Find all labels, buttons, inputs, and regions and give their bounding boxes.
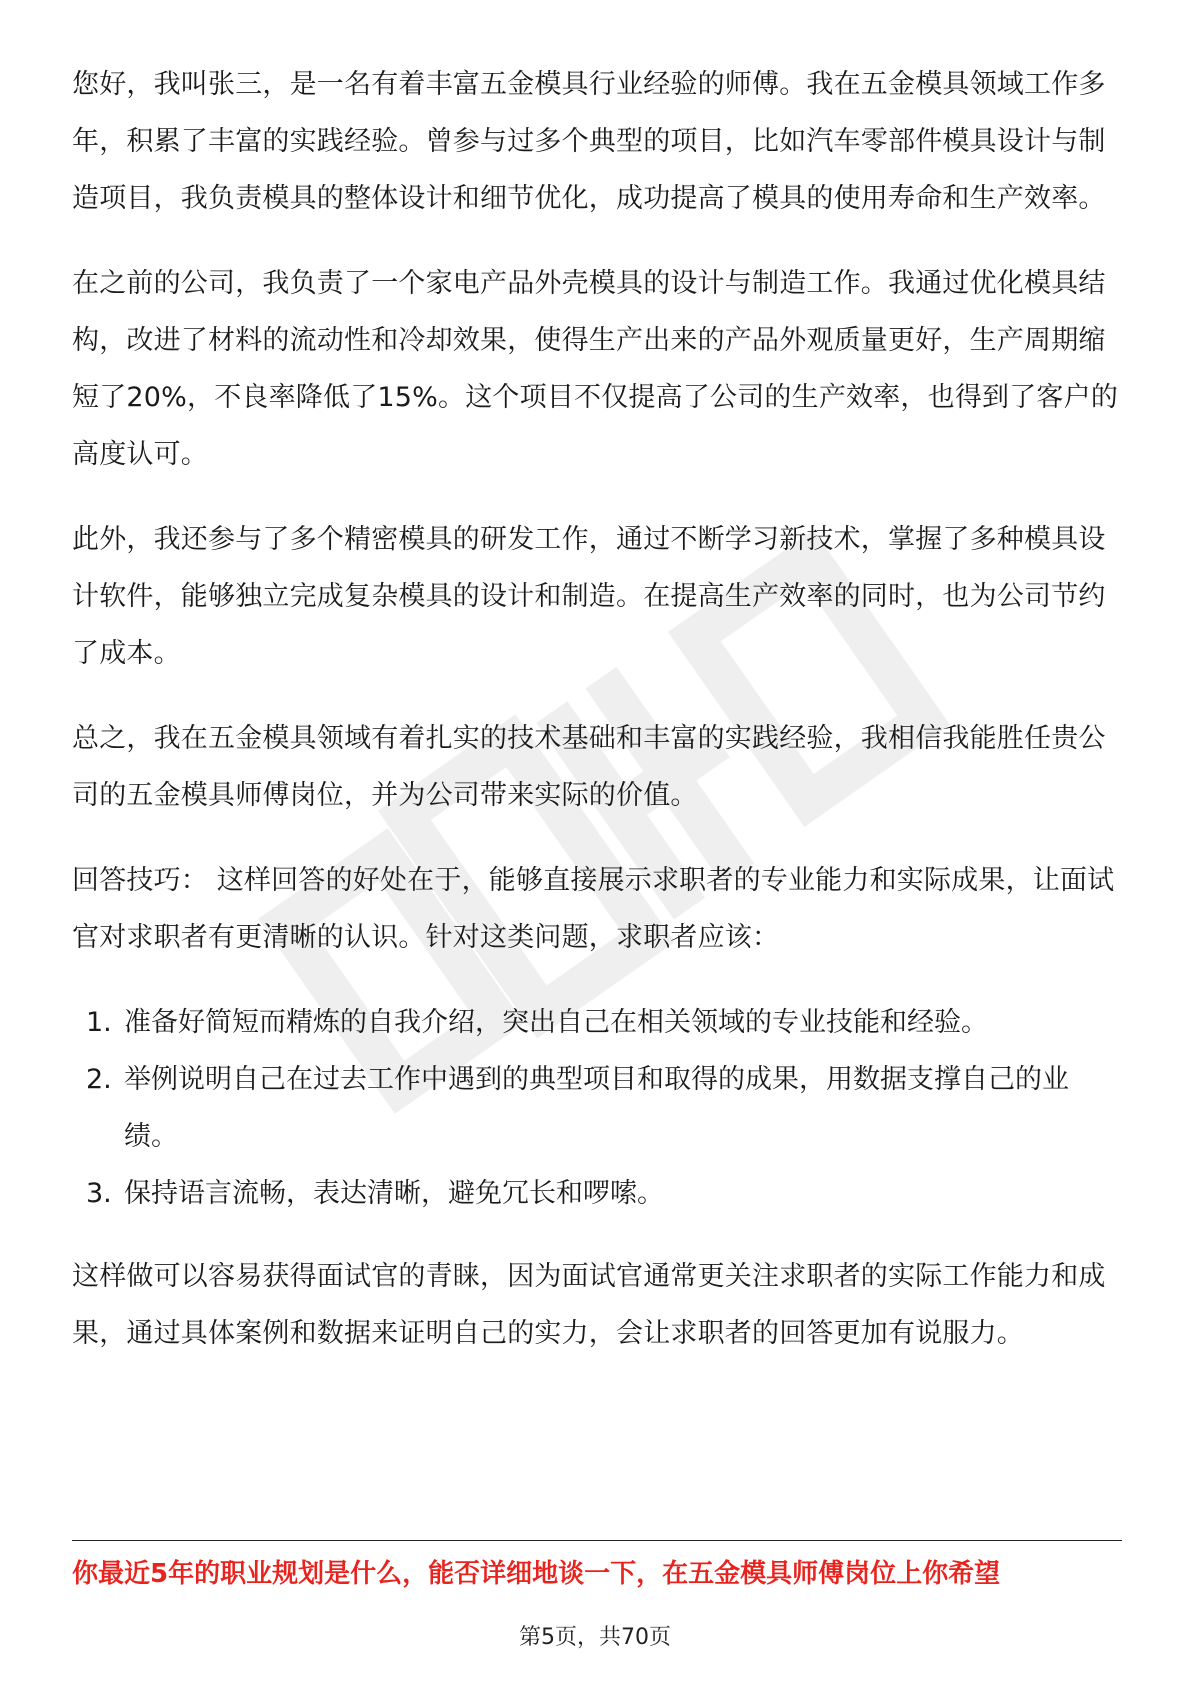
tips-list [72,994,1122,1222]
list-item-text: 举例说明自己在过去工作中遇到的典型项目和取得的成果，用数据支撑自己的业绩。 [124,1064,1069,1152]
answer-paragraph-2: 在之前的公司，我负责了一个家电产品外壳模具的设计与制造工作。我通过优化模具结构，改进了材料的流动性和冷却效果，使得生产出来的产品外观质量更好，生产周期缩短了20%，不良率降低了15%。这个项目不仅提高了公司的生产效率，也得到了客户的高度认可。 [72,268,1119,470]
answer-paragraph-3: 此外，我还参与了多个精密模具的研发工作，通过不断学习新技术，掌握了多种模具设计软件，能够独立完成复杂模具的设计和制造。在提高生产效率的同时，也为公司节约了成本。 [72,524,1106,669]
list-item [72,1165,1122,1222]
tips-intro-paragraph: 回答技巧： 这样回答的好处在于，能够直接展示求职者的专业能力和实际成果，让面试官对求职者有更清晰的认识。针对这类问题，求职者应该： [72,865,1115,953]
next-question-heading: 你最近5年的职业规划是什么，能否详细地谈一下，在五金模具师傅岗位上你希望 [72,1559,1001,1589]
list-item-number: 1. [86,1007,112,1038]
answer-paragraph-1: 您好，我叫张三，是一名有着丰富五金模具行业经验的师傅。我在五金模具领域工作多年，积累了丰富的实践经验。曾参与过多个典型的项目，比如汽车零部件模具设计与制造项目，我负责模具的整体设计和细节优化，成功提高了模具的使用寿命和生产效率。 [72,69,1106,214]
document-body [72,56,1122,1390]
answer-paragraph-4: 总之，我在五金模具领域有着扎实的技术基础和丰富的实践经验，我相信我能胜任贵公司的五金模具师傅岗位，并为公司带来实际的价值。 [72,723,1106,811]
list-item [72,994,1122,1051]
closing-paragraph: 这样做可以容易获得面试官的青睐，因为面试官通常更关注求职者的实际工作能力和成果，通过具体案例和数据来证明自己的实力，会让求职者的回答更加有说服力。 [72,1261,1106,1349]
list-item-number: 2. [86,1064,112,1095]
list-item-text: 准备好简短而精炼的自我介绍，突出自己在相关领域的专业技能和经验。 [124,1007,988,1038]
list-item [72,1051,1122,1165]
page-footer: 第5页，共70页 [519,1625,671,1650]
section-divider [72,1540,1122,1541]
list-item-text: 保持语言流畅，表达清晰，避免冗长和啰嗦。 [124,1178,664,1209]
list-item-number: 3. [86,1178,112,1209]
